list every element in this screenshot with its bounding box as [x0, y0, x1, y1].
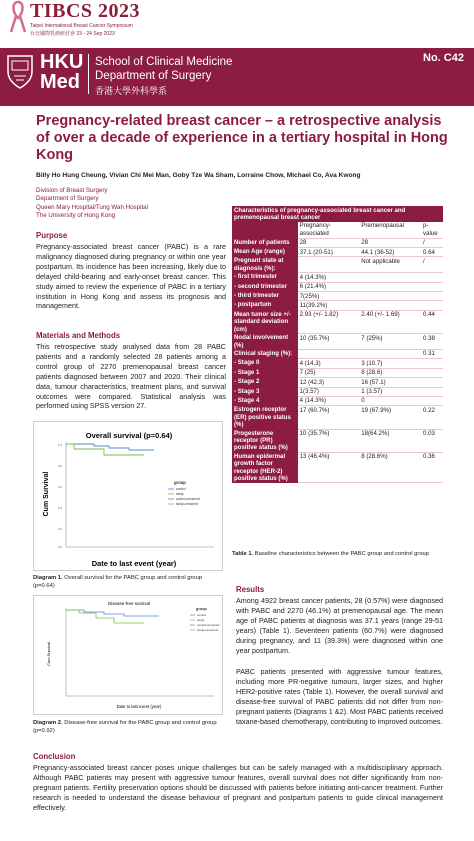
- table-cell: 28: [359, 238, 421, 247]
- table-cell: [359, 292, 421, 301]
- table-row: [232, 301, 443, 310]
- row-label: Mean Age (range): [232, 248, 298, 257]
- table-cell: 7 (25): [298, 368, 360, 377]
- table-cell: 0.64: [421, 248, 443, 257]
- table-cell: 0.36: [421, 452, 443, 483]
- results-text-2: PABC patients presented with aggressive tumour features, including more PR-negative tumours, larger sizes, and higher HER2-positive rates (Table 1). However, the overall survival and disease-free survival of PABC patients did not differ from non-pregnant patients (Diagrams 1 &2). Most PABC patients received taxane-based chemotherapy, contributing to improved outcomes.: [236, 667, 443, 726]
- table-cell: [359, 349, 421, 358]
- table-cell: [421, 292, 443, 301]
- chart-title: Disease-free survival: [107, 601, 151, 606]
- table-row: [232, 334, 443, 350]
- table-cell: [359, 273, 421, 282]
- caption-label: Diagram 1.: [33, 575, 63, 581]
- legend-item: control-censored: [197, 623, 220, 627]
- table-cell: 0.38: [421, 334, 443, 350]
- table-row: [232, 292, 443, 301]
- row-label: - postpartum: [232, 301, 298, 310]
- school-name: School of Clinical Medicine: [95, 56, 233, 68]
- banner-divider: [88, 54, 89, 94]
- hku-banner: [0, 48, 474, 106]
- study-curve: [66, 610, 144, 623]
- y-tick: 0.8: [57, 464, 62, 468]
- affiliation-line: Queen Mary Hospital/Tung Wah Hospital: [36, 203, 148, 211]
- table-cell: [421, 282, 443, 291]
- diagram2-caption: [33, 720, 223, 735]
- poster-number: No. C42: [423, 52, 464, 64]
- conference-title: TIBCS 2023: [30, 0, 141, 22]
- legend-item: study-censored: [176, 502, 198, 506]
- chart-title: Overall survival (p=0.64): [85, 431, 173, 440]
- table-cell: 19 (67.9%): [359, 406, 421, 429]
- table-row: [232, 396, 443, 405]
- table-cell: 7 (25%): [359, 334, 421, 350]
- methods-text: This retrospective study analysed data from 28 PABC patients and a randomly selected 28 patients among a control group of 2270 premenopausal breast cancer patients diagnosed between 2007 and 2020. Their clinical data, tumour characteristics, treatment plans, and survival outcomes were compared. Statistical analysis was performed using SPSS version 27.: [36, 342, 226, 411]
- conclusion-heading: Conclusion: [33, 752, 76, 761]
- table-header-cell: Pregnancy-associated: [298, 222, 360, 238]
- caption-label: Table 1.: [232, 551, 254, 557]
- table-caption: [232, 551, 443, 559]
- conference-subtitle: Taipei International Breast Cancer Symposium: [30, 23, 133, 29]
- table-cell: 1 (3.57): [359, 387, 421, 396]
- caption-text: Baseline characteristics between the PABC group and control group: [253, 551, 429, 557]
- row-label: Pregnant state at diagnosis (%):: [232, 257, 298, 273]
- table-row: [232, 310, 443, 333]
- methods-heading: Materials and Methods: [36, 331, 121, 340]
- table-cell: 18(64.2%): [359, 429, 421, 452]
- legend-item: study: [197, 618, 205, 622]
- results-heading: Results: [236, 585, 265, 594]
- table-cell: 11(39.2%): [298, 301, 360, 310]
- purpose-heading: Purpose: [36, 231, 68, 240]
- table-cell: [421, 368, 443, 377]
- table-header-cell: p-value: [421, 222, 443, 238]
- results-text-1: Among 4922 breast cancer patients, 28 (0.57%) were diagnosed with PABC and 2270 (46.1%) at premenopausal age. The mean age of PABC patients at diagnosis was 37.1 years (range 29-51 years) (Table 1). Seventeen patients (60.7%) were diagnosed during pregnancy, and 11 (39.3%) were diagnosed within one year postpartum.: [236, 596, 443, 655]
- table-row: [232, 273, 443, 282]
- table-cell: 4 (14.3): [298, 359, 360, 368]
- y-tick: 0.4: [57, 506, 62, 510]
- table-cell: 6 (21.4%): [298, 282, 360, 291]
- affiliation-line: The University of Hong Kong: [36, 211, 116, 219]
- table-cell: 44.1 (36-52): [359, 248, 421, 257]
- table-cell: 16 (57.1): [359, 378, 421, 387]
- conclusion-text: Pregnancy-associated breast cancer poses unique challenges but can be safely managed with a multidisciplinary approach. Although PABC patients may present with aggressive tumour features, overall survival does not differ significantly from non-pregnant patients. Fertility preservation options should be discussed with patients before initiating anti-cancer treatment. Further research is needed to understand the disease behaviour of pregnant and postpartum patients to guide clinical management effectively.: [33, 763, 443, 812]
- table-cell: 0.22: [421, 406, 443, 429]
- table-cell: [298, 349, 360, 358]
- table-cell: 0.03: [421, 429, 443, 452]
- table-cell: 2.40 (+/- 1.69): [359, 310, 421, 333]
- row-label: - second trimester: [232, 282, 298, 291]
- hku-logo-text: HKU: [40, 51, 84, 73]
- table-row: [232, 238, 443, 247]
- table-cell: 4 (14.3%): [298, 273, 360, 282]
- table-cell: [421, 273, 443, 282]
- hku-crest-icon: [6, 54, 34, 90]
- disease-free-survival-chart: [33, 595, 223, 715]
- table-cell: 8 (28.6%): [359, 452, 421, 483]
- pink-ribbon-icon: [8, 0, 28, 34]
- table-row: [232, 452, 443, 483]
- table-cell: 12 (42.3): [298, 378, 360, 387]
- table-body: [232, 238, 443, 483]
- table-row: [232, 282, 443, 291]
- legend-item: control: [197, 613, 207, 617]
- table-header-cell: Premenopausal: [359, 222, 421, 238]
- table-row: [232, 429, 443, 452]
- table-header-cell: [232, 222, 298, 238]
- table-cell: 0.44: [421, 310, 443, 333]
- table-cell: [298, 257, 360, 273]
- affiliations: [36, 187, 226, 220]
- poster-header: [0, 0, 474, 105]
- affiliation-line: Division of Breast Surgery: [36, 187, 108, 194]
- row-label: Estrogen receptor (ER) positive status (%): [232, 406, 298, 429]
- table-cell: [421, 301, 443, 310]
- table-cell: [421, 387, 443, 396]
- table-cell: 7(25%): [298, 292, 360, 301]
- caption-text: Disease-free survival for the PABC group and control group (p=0.92): [33, 720, 217, 734]
- table-cell: 0.31: [421, 349, 443, 358]
- baseline-characteristics-table: [232, 206, 443, 483]
- table-row: [232, 406, 443, 429]
- department-name-chinese: 香港大學外科學系: [95, 86, 168, 96]
- table-cell: /: [421, 257, 443, 273]
- table-row: [232, 248, 443, 257]
- table-row: [232, 359, 443, 368]
- legend-item: study: [176, 492, 184, 496]
- table-cell: [421, 359, 443, 368]
- table-cell: 2.93 (+/- 1.82): [298, 310, 360, 333]
- legend-item: control-censored: [176, 497, 200, 501]
- row-label: - Stage 0: [232, 359, 298, 368]
- row-label: Clinical staging (%):: [232, 349, 298, 358]
- disease-free-survival-plot: [34, 596, 224, 716]
- table-row: [232, 368, 443, 377]
- table-cell: [421, 396, 443, 405]
- legend-title: group: [196, 607, 207, 611]
- purpose-text: Pregnancy-associated breast cancer (PABC) is a rare malignancy diagnosed during pregnancy or within one year postpartum. Its incidence has been increasing, likely due to delayed child-bearing and early-onset breast cancer. This study aimed to review the experience of PABC in a tertiary institution in Hong Kong and assess its prognosis and management.: [36, 242, 226, 311]
- x-axis-label: Date to last event (year): [91, 559, 177, 568]
- table-cell: 28: [298, 238, 360, 247]
- department-name: Department of Surgery: [95, 70, 212, 82]
- y-tick: 0.2: [57, 527, 62, 531]
- row-label: Nodal involvement (%): [232, 334, 298, 350]
- diagram1-caption: [33, 575, 223, 590]
- row-label: - third trimester: [232, 292, 298, 301]
- row-label: - Stage 3: [232, 387, 298, 396]
- table-cell: 13 (46.4%): [298, 452, 360, 483]
- y-tick: 1.0: [57, 443, 62, 447]
- table-cell: 37.1 (20-51): [298, 248, 360, 257]
- row-label: - Stage 1: [232, 368, 298, 377]
- caption-text: Overall survival for the PABC group and control group (p=0.64): [33, 575, 203, 589]
- caption-label: Diagram 2.: [33, 720, 63, 726]
- table-cell: 10 (35.7%): [298, 334, 360, 350]
- overall-survival-plot: [34, 422, 224, 572]
- table-cell: Not applicable: [359, 257, 421, 273]
- table-cell: 1(3.57): [298, 387, 360, 396]
- table-row: [232, 378, 443, 387]
- table-cell: [359, 282, 421, 291]
- table-cell: 8 (28.6): [359, 368, 421, 377]
- table-cell: 17 (60.7%): [298, 406, 360, 429]
- table-cell: 0: [359, 396, 421, 405]
- author-list: Billy Ho Hung Cheung, Vivian Chi Mei Man, Goby Tze Wa Sham, Lorraine Chow, Michael Co, Ava Kwong: [36, 172, 361, 179]
- overall-survival-chart: [33, 421, 223, 571]
- table-cell: 4 (14.3%): [298, 396, 360, 405]
- x-axis-label: Date to last event (year): [116, 704, 162, 709]
- row-label: - Stage 2: [232, 378, 298, 387]
- table-row: [232, 387, 443, 396]
- legend-item: study-censored: [197, 628, 218, 632]
- table-cell: 10 (35.7%): [298, 429, 360, 452]
- table-cell: 3 (10.7): [359, 359, 421, 368]
- affiliation-line: Department of Surgery: [36, 195, 99, 203]
- row-label: Progesterone receptor (PR) positive status (%): [232, 429, 298, 452]
- table-cell: [421, 378, 443, 387]
- table-row: [232, 257, 443, 273]
- row-label: - Stage 4: [232, 396, 298, 405]
- y-axis-label: Cum Survival: [46, 642, 51, 666]
- y-tick: 0.0: [57, 545, 62, 549]
- legend-title: group: [174, 480, 186, 485]
- table-row: [232, 349, 443, 358]
- row-label: Number of patients: [232, 238, 298, 247]
- poster-title: Pregnancy-related breast cancer – a retrospective analysis of over a decade of experience in a tertiary hospital in Hong Kong: [36, 113, 448, 163]
- legend-item: control: [176, 487, 186, 491]
- conference-dates: 台北國際乳癌研討會 23 - 24 Sep 2023: [30, 31, 115, 37]
- table-title: Characteristics of pregnancy-associated breast cancer and premenopausal breast cancer: [232, 206, 443, 222]
- table-cell: [359, 301, 421, 310]
- table-cell: /: [421, 238, 443, 247]
- y-axis-label: Cum Survival: [43, 471, 50, 517]
- row-label: Human epidermal growth factor receptor (HER-2) positive status (%): [232, 452, 298, 483]
- row-label: - first trimester: [232, 273, 298, 282]
- y-tick: 0.6: [57, 485, 62, 489]
- row-label: Mean tumor size +/- standard deviation (cm): [232, 310, 298, 333]
- med-logo-text: Med: [40, 71, 80, 93]
